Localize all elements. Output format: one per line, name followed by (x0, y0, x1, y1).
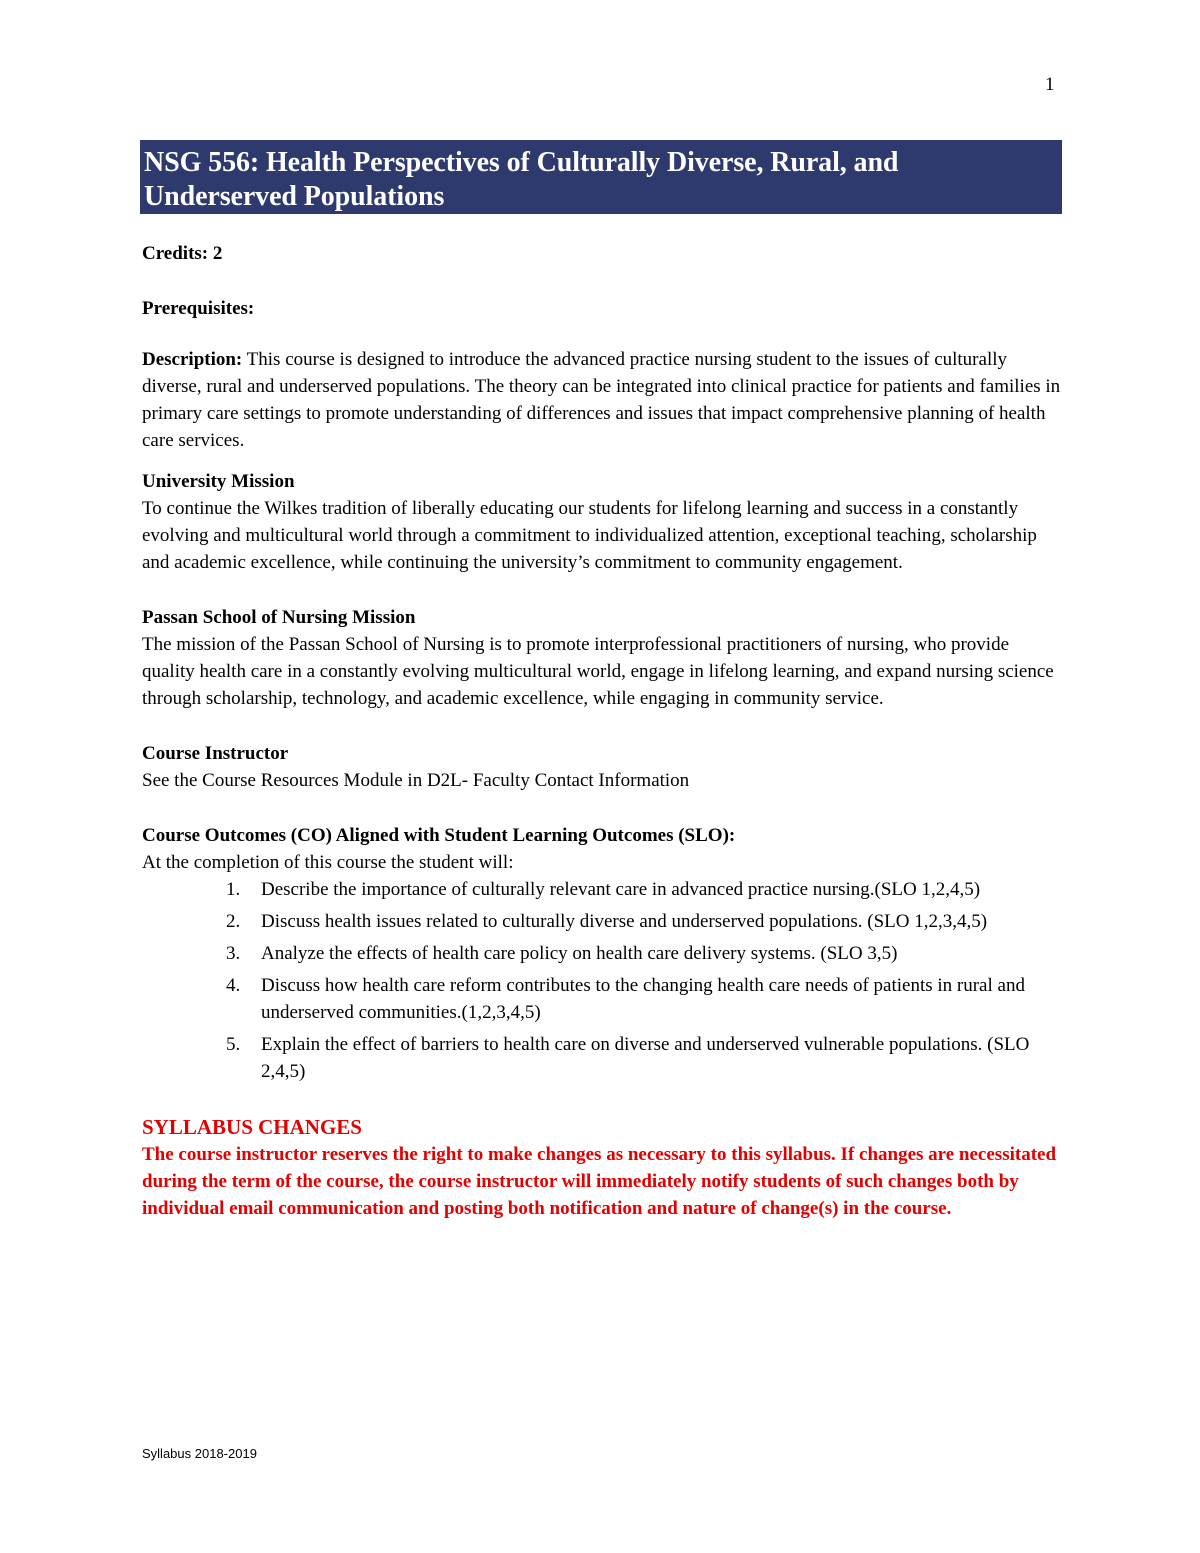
university-mission-text: To continue the Wilkes tradition of liberally educating our students for lifelong learning and success in a constantly evolving and multicultural world through a commitment to individualized attention, exceptional teaching, scholarship and academic excellence, while continuing the university’s commitment to community engagement. (142, 498, 1037, 573)
prerequisites-label: Prerequisites: (142, 298, 255, 319)
list-item-text: Discuss health issues related to culturally diverse and underserved populations. (SLO 1,2,3,4,5) (261, 911, 988, 932)
description-paragraph (142, 346, 1062, 454)
nursing-mission-heading: Passan School of Nursing Mission (142, 607, 416, 628)
credits-label: Credits: 2 (142, 243, 223, 264)
course-outcomes-intro: At the completion of this course the student will: (142, 852, 514, 873)
course-instructor-section (142, 740, 1062, 794)
page-number: 1 (1045, 74, 1055, 95)
syllabus-changes-section (142, 1113, 1062, 1222)
course-outcomes-list (142, 876, 1062, 1085)
list-item-text: Analyze the effects of health care policy on health care delivery systems. (SLO 3,5) (261, 943, 898, 964)
page-footer: Syllabus 2018-2019 (142, 1446, 257, 1461)
syllabus-content (142, 240, 1062, 1222)
list-item-number: 1. (226, 879, 241, 900)
list-item-text: Describe the importance of culturally relevant care in advanced practice nursing.(SLO 1,2,4,5) (261, 879, 981, 900)
list-item (142, 908, 1062, 935)
list-item-number: 4. (226, 975, 241, 996)
list-item-text: Discuss how health care reform contributes to the changing health care needs of patients in rural and underserved communities.(1,2,3,4,5) (261, 975, 1025, 1023)
course-instructor-text: See the Course Resources Module in D2L- Faculty Contact Information (142, 770, 690, 791)
university-mission-heading: University Mission (142, 471, 295, 492)
syllabus-changes-heading: SYLLABUS CHANGES (142, 1115, 362, 1139)
list-item (142, 876, 1062, 903)
list-item (142, 972, 1062, 1026)
description-label: Description: (142, 349, 243, 370)
list-item-text: Explain the effect of barriers to health care on diverse and underserved vulnerable populations. (SLO 2,4,5) (261, 1034, 1030, 1082)
nursing-mission-text: The mission of the Passan School of Nursing is to promote interprofessional practitioners of nursing, who provide quality health care in a constantly evolving multicultural world, engage in lifelong learning, and expand nursing science through scholarship, technology, and academic excellence, while engaging in community service. (142, 634, 1054, 709)
course-instructor-heading: Course Instructor (142, 743, 289, 764)
university-mission-section (142, 468, 1062, 576)
description-text: This course is designed to introduce the advanced practice nursing student to the issues of culturally diverse, rural and underserved populations. The theory can be integrated into clinical practice for patients and families in primary care settings to promote understanding of differences and issues that impact comprehensive planning of health care services. (142, 349, 1061, 451)
list-item-number: 2. (226, 911, 241, 932)
course-outcomes-heading: Course Outcomes (CO) Aligned with Student Learning Outcomes (SLO): (142, 825, 736, 846)
list-item-number: 3. (226, 943, 241, 964)
list-item (142, 940, 1062, 967)
list-item-number: 5. (226, 1034, 241, 1055)
title-banner (140, 140, 1062, 214)
course-outcomes-section (142, 822, 1062, 1085)
list-item (142, 1031, 1062, 1085)
page-title: NSG 556: Health Perspectives of Culturally Diverse, Rural, and Underserved Populations (144, 147, 899, 212)
syllabus-changes-text: The course instructor reserves the right to make changes as necessary to this syllabus. If changes are necessitated during the term of the course, the course instructor will immediately notify students of such changes both by individual email communication and posting both notification and nature of change(s) in the course. (142, 1144, 1057, 1219)
nursing-mission-section (142, 604, 1062, 712)
